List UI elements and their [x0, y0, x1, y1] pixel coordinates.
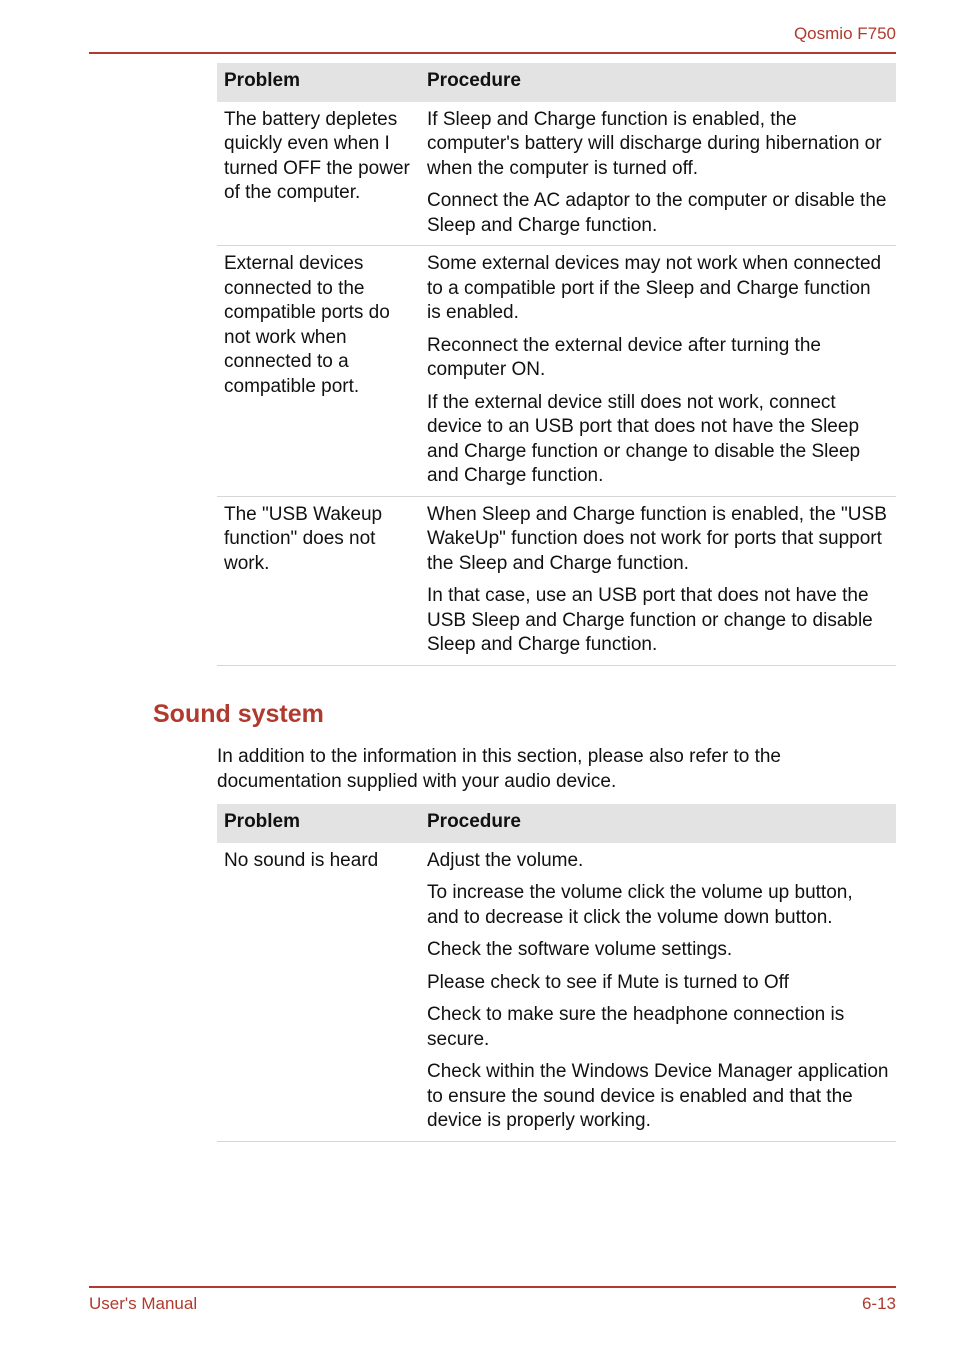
running-header-title: Qosmio F750 — [793, 24, 896, 43]
column-header-problem: Problem — [217, 804, 420, 843]
procedure-step: When Sleep and Charge function is enabled, the "USB WakeUp" function does not work for ports that support the Sleep and Charge function. — [427, 503, 887, 574]
column-header-procedure: Procedure — [420, 63, 896, 102]
table-header-row — [217, 804, 896, 843]
problem-cell: The "USB Wakeup function" does not work. — [217, 496, 420, 665]
table-header-row — [217, 63, 896, 102]
procedure-step: Check to make sure the headphone connection is secure. — [427, 1004, 845, 1050]
table-row — [217, 102, 896, 246]
procedure-step: Reconnect the external device after turning the computer ON. — [427, 334, 821, 380]
table-row — [217, 246, 896, 497]
procedure-step: Some external devices may not work when connected to a compatible port if the Sleep and Charge function is enabled. — [427, 253, 882, 323]
procedure-step: Check within the Windows Device Manager application to ensure the sound device is enabled and that the device is properly working. — [427, 1061, 889, 1131]
troubleshooting-table-sleep-charge — [217, 63, 896, 666]
procedure-step: Adjust the volume. — [427, 849, 584, 871]
procedure-step: Connect the AC adaptor to the computer or disable the Sleep and Charge function. — [427, 190, 887, 236]
column-header-problem: Problem — [217, 63, 420, 102]
header-rule — [89, 52, 896, 54]
section-heading-sound-system: Sound system — [153, 700, 324, 728]
footer-manual-title: User's Manual — [89, 1294, 198, 1313]
procedure-step: In that case, use an USB port that does not have the USB Sleep and Charge function or change to disable Sleep and Charge function. — [427, 585, 873, 655]
troubleshooting-table-sound — [217, 804, 896, 1142]
problem-cell: No sound is heard — [217, 843, 420, 1142]
section-intro: In addition to the information in this section, please also refer to the documentation supplied with your audio device. — [217, 746, 781, 792]
problem-cell: The battery depletes quickly even when I turned OFF the power of the computer. — [217, 102, 420, 246]
procedure-cell — [420, 843, 896, 1142]
column-header-procedure: Procedure — [420, 804, 896, 843]
procedure-cell — [420, 496, 896, 665]
procedure-cell — [420, 102, 896, 246]
procedure-step: Please check to see if Mute is turned to Off — [427, 971, 789, 993]
table-row — [217, 843, 896, 1142]
procedure-cell — [420, 246, 896, 497]
table-row — [217, 496, 896, 665]
procedure-step: Check the software volume settings. — [427, 939, 733, 960]
procedure-step: To increase the volume click the volume up button, and to decrease it click the volume down button. — [427, 882, 853, 928]
procedure-step: If the external device still does not work, connect device to an USB port that does not have the Sleep and Charge function or change to disable the Sleep and Charge function. — [427, 391, 861, 486]
procedure-step: If Sleep and Charge function is enabled, the computer's battery will discharge during hibernation or when the computer is turned off. — [427, 108, 882, 179]
footer-rule — [89, 1286, 896, 1288]
footer-page-number: 6-13 — [861, 1294, 896, 1313]
problem-cell: External devices connected to the compatible ports do not work when connected to a compatible port. — [217, 246, 420, 497]
